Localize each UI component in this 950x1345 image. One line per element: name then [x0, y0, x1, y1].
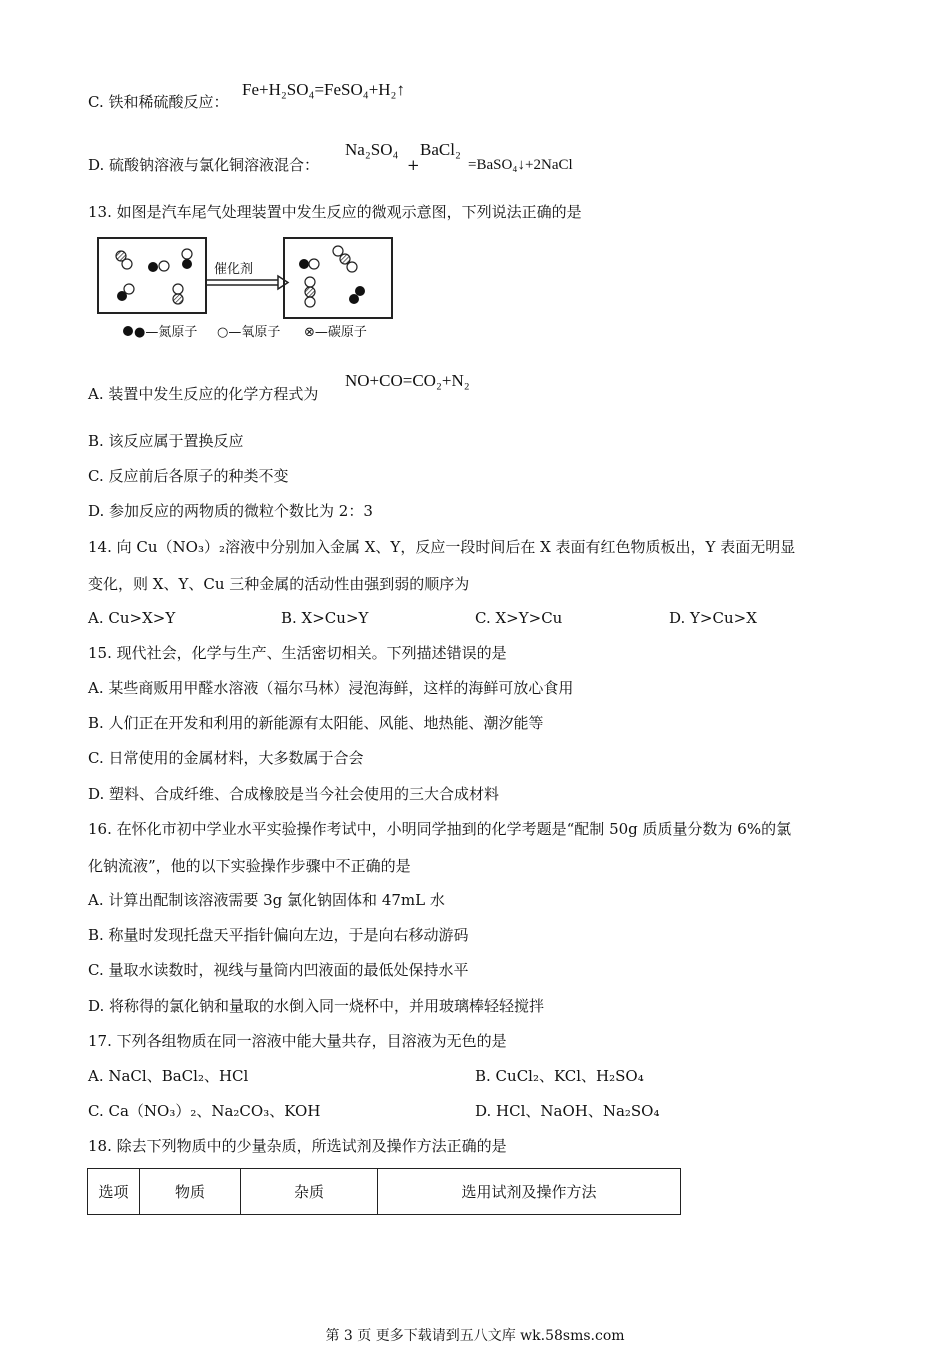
reaction-diagram — [92, 233, 412, 352]
q15-option-c: C. 日常使用的金属材料，大多数属于合会 — [88, 749, 364, 767]
legend-nitrogen: ●—氮原子 — [134, 325, 198, 340]
q14-stem-line1: 14. 向 Cu（NO₃）₂溶液中分别加入金属 X、Y，反应一段时间后在 X 表面有红色物质板出，Y 表面无明显 — [88, 538, 796, 556]
co-molecule — [116, 251, 132, 269]
reaction-diagram-svg — [92, 233, 412, 348]
q13-option-d: D. 参加反应的两物质的微粒个数比为 2：3 — [88, 502, 373, 520]
q14-option-d: D. Y>Cu>X — [669, 609, 757, 627]
q14-option-a: A. Cu>X>Y — [88, 609, 176, 627]
n2-molecule — [349, 286, 365, 304]
legend-nitrogen-icon — [123, 326, 133, 336]
q12-option-d — [88, 155, 319, 175]
q13-option-a-label: A. 装置中发生反应的化学方程式为 — [88, 385, 319, 403]
legend-oxygen: ○—氧原子 — [217, 325, 281, 340]
co2-molecule — [333, 246, 357, 272]
q12-option-c-label: C. 铁和稀硫酸反应： — [88, 93, 229, 111]
q14-option-c: C. X>Y>Cu — [475, 609, 563, 627]
q15-stem: 15. 现代社会，化学与生产、生活密切相关。下列描述错误的是 — [88, 644, 507, 662]
table-header-row — [88, 1169, 681, 1215]
no-molecule — [117, 284, 134, 301]
catalyst-label: 催化剂 — [214, 262, 254, 277]
q17-stem: 17. 下列各组物质在同一溶液中能大量共存，目溶液为无色的是 — [88, 1032, 507, 1050]
q13-option-a — [88, 384, 318, 404]
q15-option-b: B. 人们正在开发和利用的新能源有太阳能、风能、地热能、潮汐能等 — [88, 714, 544, 732]
co2-molecule — [305, 277, 315, 307]
q12-option-c — [88, 92, 228, 112]
q15-option-a: A. 某些商贩用甲醛水溶液（福尔马林）浸泡海鲜，这样的海鲜可放心食用 — [88, 679, 574, 697]
q12-option-d-eq-b: BaCl₂ — [420, 140, 461, 159]
q12-option-d-eq-a: Na₂SO₄ — [345, 140, 399, 159]
q13-stem: 13. 如图是汽车尾气处理装置中发生反应的微观示意图，下列说法正确的是 — [88, 203, 582, 221]
q14-stem-line2: 变化，则 X、Y、Cu 三种金属的活动性由强到弱的顺序为 — [88, 575, 470, 593]
q12-option-d-label: D. 硫酸钠溶液与氯化铜溶液混合： — [88, 156, 320, 174]
q18-table — [87, 1168, 681, 1215]
q12-option-c-equation: Fe+H₂SO₄=FeSO₄+H₂↑ — [242, 80, 405, 99]
table-header-cell: 物质 — [140, 1169, 241, 1215]
q16-stem-line1: 16. 在怀化市初中学业水平实验操作考试中，小明同学抽到的化学考题是“配制 50g 质质量分数为 6%的氯 — [88, 820, 792, 838]
table-header-cell: 选项 — [88, 1169, 140, 1215]
q17-option-a: A. NaCl、BaCl₂、HCl — [88, 1067, 249, 1085]
table-header-cell: 选用试剂及操作方法 — [378, 1169, 681, 1215]
table-header-cell: 杂质 — [241, 1169, 378, 1215]
n2-molecule — [299, 259, 319, 269]
q17-option-b: B. CuCl₂、KCl、H₂SO₄ — [475, 1067, 644, 1085]
no-molecule — [148, 261, 169, 272]
q16-option-a: A. 计算出配制该溶液需要 3g 氯化钠固体和 47mL 水 — [88, 891, 445, 909]
no-molecule — [182, 249, 192, 269]
q13-option-b: B. 该反应属于置换反应 — [88, 432, 244, 450]
co-molecule — [173, 284, 183, 304]
q12-option-d-eq-c: =BaSO₄↓+2NaCl — [468, 157, 573, 173]
q18-stem: 18. 除去下列物质中的少量杂质，所选试剂及操作方法正确的是 — [88, 1137, 507, 1155]
q15-option-d: D. 塑料、合成纤维、合成橡胶是当今社会使用的三大合成材料 — [88, 785, 500, 803]
q12-option-d-eq-plus: + — [407, 156, 420, 174]
q17-option-d: D. HCl、NaOH、Na₂SO₄ — [475, 1102, 660, 1120]
legend-carbon: ⊗—碳原子 — [304, 325, 367, 340]
q16-stem-line2: 化钠流液”，他的以下实验操作步骤中不正确的是 — [88, 857, 411, 875]
q16-option-b: B. 称量时发现托盘天平指针偏向左边，于是向右移动游码 — [88, 926, 469, 944]
q16-option-c: C. 量取水读数时，视线与量筒内凹液面的最低处保持水平 — [88, 961, 469, 979]
page-footer: 第 3 页 更多下载请到五八文库 wk.58sms.com — [325, 1328, 625, 1344]
q13-option-a-equation: NO+CO=CO₂+N₂ — [345, 371, 470, 390]
q13-option-c: C. 反应前后各原子的种类不变 — [88, 467, 289, 485]
q14-option-b: B. X>Cu>Y — [281, 609, 369, 627]
q17-option-c: C. Ca（NO₃）₂、Na₂CO₃、KOH — [88, 1102, 321, 1120]
q16-option-d: D. 将称得的氯化钠和量取的水倒入同一烧杯中，并用玻璃棒轻轻搅拌 — [88, 997, 545, 1015]
